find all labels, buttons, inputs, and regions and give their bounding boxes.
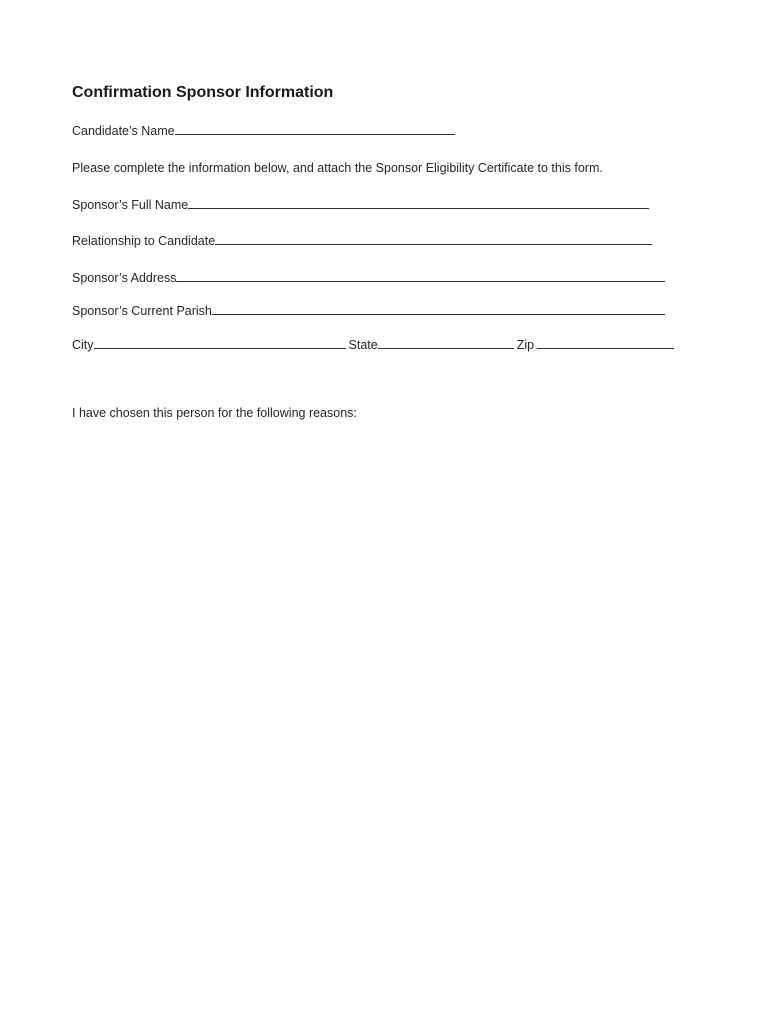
current-parish-field[interactable]	[212, 302, 665, 315]
candidate-name-field[interactable]	[175, 122, 455, 135]
sponsor-full-name-label: Sponsor’s Full Name	[72, 198, 189, 212]
current-parish-label: Sponsor’s Current Parish	[72, 304, 212, 318]
relationship-row	[72, 232, 652, 250]
candidate-name-label: Candidate’s Name	[72, 124, 175, 138]
state-label: State	[348, 338, 378, 352]
reasons-prompt: I have chosen this person for the following reasons:	[72, 406, 357, 420]
sponsor-full-name-row	[72, 196, 649, 214]
reasons-area[interactable]	[72, 430, 678, 970]
relationship-field[interactable]	[215, 232, 652, 245]
zip-field[interactable]	[537, 336, 674, 349]
city-field[interactable]	[94, 336, 346, 349]
state-field[interactable]	[378, 336, 514, 349]
city-label: City	[72, 338, 94, 352]
form-title: Confirmation Sponsor Information	[72, 84, 334, 101]
current-parish-row	[72, 302, 665, 320]
instructions-text: Please complete the information below, and attach the Sponsor Eligibility Certificate to this form.	[72, 161, 603, 175]
city-state-zip-row	[72, 336, 674, 354]
sponsor-address-row	[72, 269, 665, 287]
relationship-label: Relationship to Candidate	[72, 234, 216, 248]
sponsor-address-field[interactable]	[176, 269, 665, 282]
zip-label: Zip	[516, 338, 535, 352]
sponsor-full-name-field[interactable]	[188, 196, 649, 209]
candidate-name-row	[72, 122, 455, 140]
sponsor-address-label: Sponsor’s Address	[72, 271, 177, 285]
